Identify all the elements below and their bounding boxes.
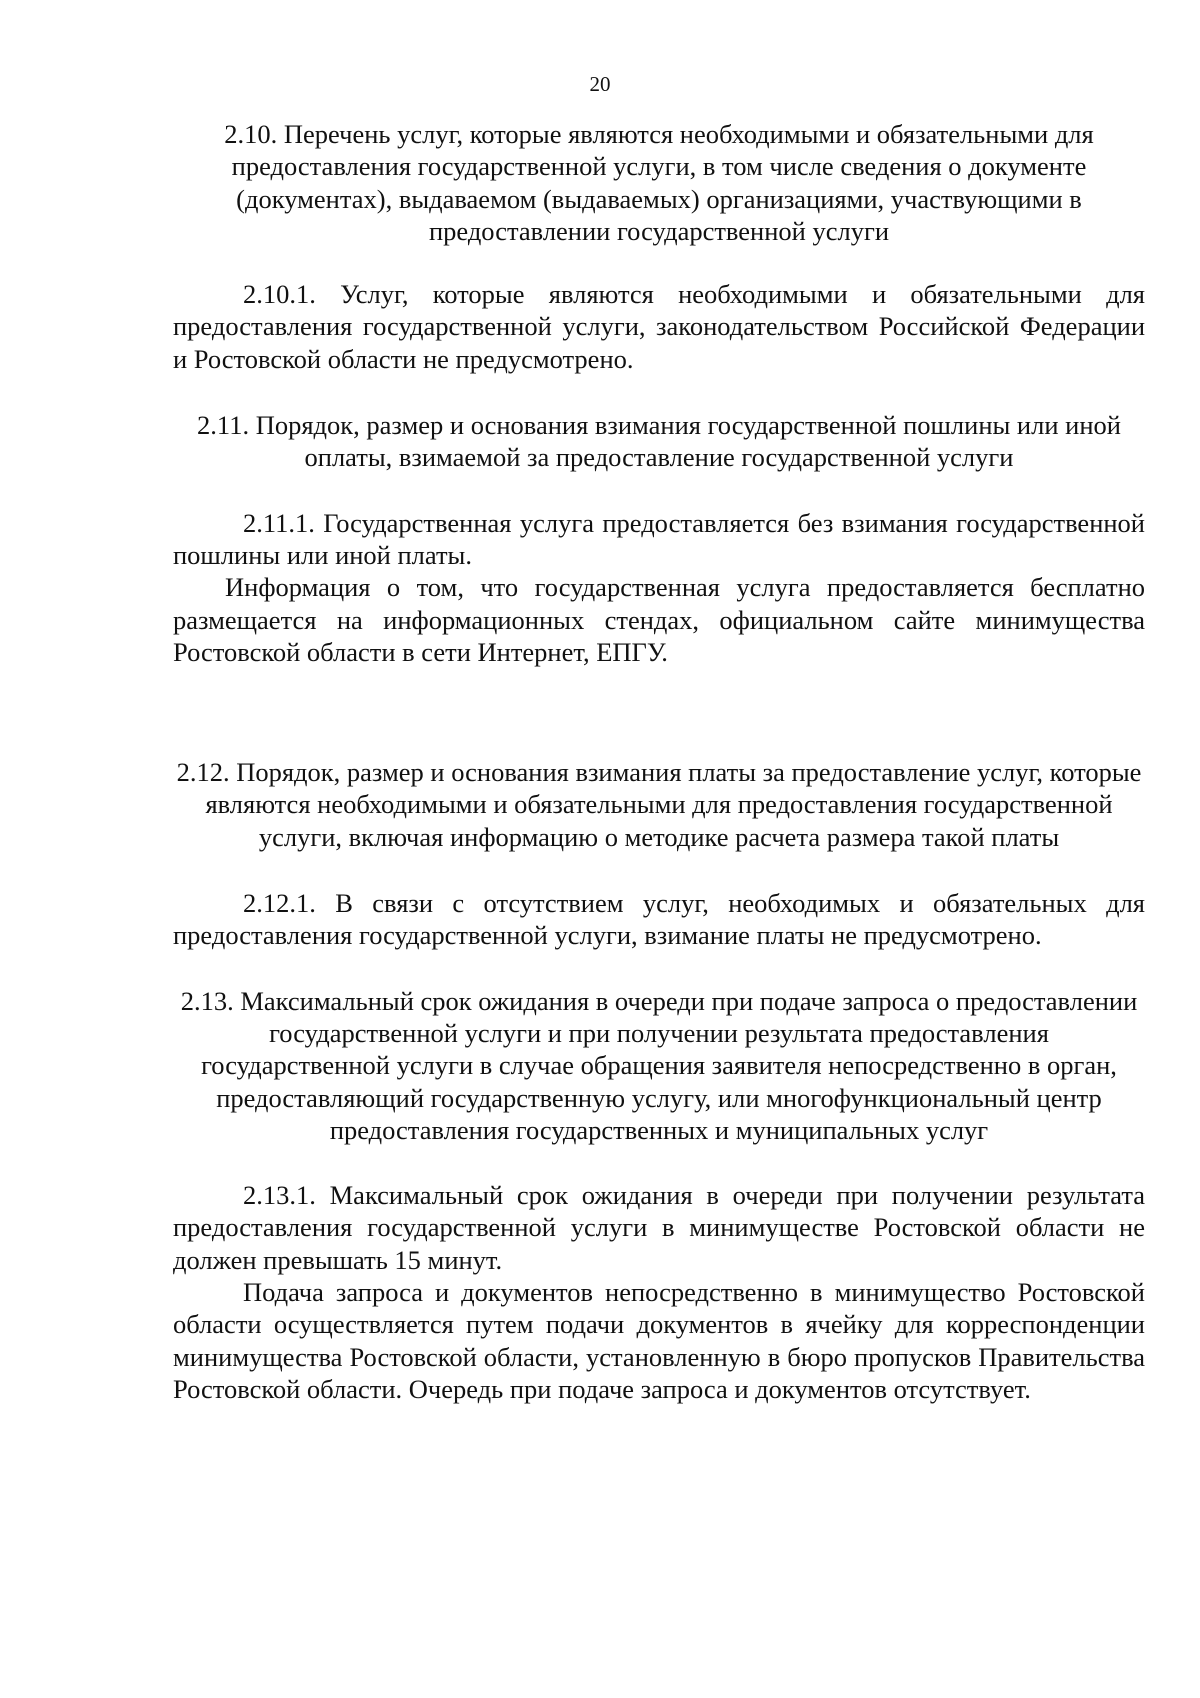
section-heading-2-12: 2.12. Порядок, размер и основания взимания платы за предоставление услуг, которые являются необходимыми и обязательными для предоставления государственной услуги, включая информацию о методике расчета размера такой платы <box>176 757 1142 852</box>
paragraph-2-10-1: 2.10.1. Услуг, которые являются необходимыми и обязательными для предоставления государственной услуги, законодательством Российской Федерации и Ростовской области не предусмотрено. <box>173 279 1145 374</box>
section-heading-2-10: 2.10. Перечень услуг, которые являются необходимыми и обязательными для предоставления государственной услуги, в том числе сведения о документе (документах), выдаваемом (выдаваемых) организациями, участвующими в предоставлении государственной услуги <box>224 119 1094 246</box>
paragraph-2-11-1: 2.11.1. Государственная услуга предоставляется без взимания государственной пошлины или иной платы. <box>173 507 1145 570</box>
paragraph-2-13-1: 2.13.1. Максимальный срок ожидания в очереди при получении результата предоставления государственной услуги в минимуществе Ростовской области не должен превышать 15 минут. <box>173 1180 1145 1275</box>
paragraph-2-12-1: 2.12.1. В связи с отсутствием услуг, необходимых и обязательных для предоставления государственной услуги, взимание платы не предусмотрено. <box>173 888 1145 951</box>
page-number: 20 <box>589 72 611 96</box>
paragraph-2-11-info: Информация о том, что государственная услуга предоставляется бесплатно размещается на информационных стендах, официальном сайте минимущества Ростовской области в сети Интернет, ЕПГУ. <box>173 572 1145 667</box>
section-heading-2-13: 2.13. Максимальный срок ожидания в очереди при подаче запроса о предоставлении государственной услуги и при получении результата предоставления государственной услуги в случае обращения заявителя непосредственно в орган, предоставляющий государственную услугу, или многофункциональный центр предоставления государственных и муниципальных услуг <box>180 985 1138 1145</box>
document-body <box>173 118 1145 1405</box>
section-heading-2-11: 2.11. Порядок, размер и основания взимания государственной пошлины или иной оплаты, взимаемой за предоставление государственной услуги <box>197 410 1121 473</box>
paragraph-2-13-submission: Подача запроса и документов непосредственно в минимущество Ростовской области осуществляется путем подачи документов в ячейку для корреспонденции минимущества Ростовской области, установленную в бюро пропусков Правительства Ростовской области. Очередь при подаче запроса и документов отсутствует. <box>173 1277 1145 1404</box>
